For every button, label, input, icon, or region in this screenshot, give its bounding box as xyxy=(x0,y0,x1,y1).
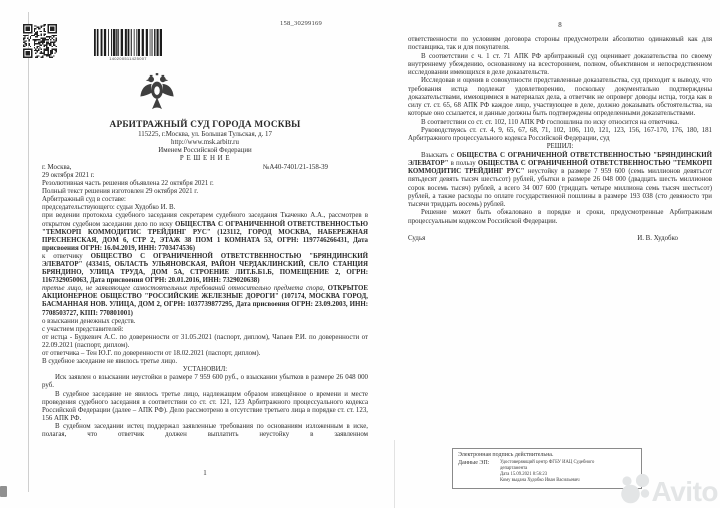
resolved-heading: РЕШИЛ: xyxy=(546,143,574,151)
case-number: №А40-7401/21-158-39 xyxy=(262,163,328,171)
court-address: 115225, г.Москва, ул. Большая Тульская, д. 17 xyxy=(138,130,272,138)
scan-corner-artifact xyxy=(0,486,7,497)
presiding-judge-line: председательствующего: судьи Худобко И. В. xyxy=(42,204,176,212)
defendant-intro: к ответчику xyxy=(42,252,91,260)
stamp-validity-line: Электронная подпись действительна. xyxy=(458,452,554,458)
page-number-left: 1 xyxy=(203,470,207,477)
third-party-absence-line: В судебное заседание не явилось третье лицо. xyxy=(42,358,178,366)
page-1-text-column xyxy=(42,120,368,439)
avito-watermark xyxy=(620,468,718,507)
decision-title: Р Е Ш Е Н И Е xyxy=(179,154,231,162)
guided-by-paragraph: Руководствуясь ст. ст. 4, 9, 65, 67, 68, 71, 102, 106, 110, 121, 123, 156, 167-170, 176, 180, 181 Арбитражного процессуального кодекса Российской Федерации, суд xyxy=(408,126,712,142)
signature-row xyxy=(408,235,712,245)
place-and-case-row xyxy=(42,164,368,172)
representatives-heading: с участием представителей: xyxy=(42,325,124,333)
in-the-name-line: Именем Российской Федерации xyxy=(158,146,252,154)
document-number: 158_30299169 xyxy=(280,20,322,27)
defendant-representative-line: от ответчика – Тен Ю.Г. по доверенности от 18.02.2021 (паспорт, диплом). xyxy=(42,350,261,358)
decision-date: 29 октября 2021 г. xyxy=(42,171,95,179)
award-defendant-org: ОБЩЕСТВА С ОГРАНИЧЕННОЙ ОТВЕТСТВЕННОСТЬЮ "БРЯНДИНСКИЙ ЭЛЕВАТОР" xyxy=(408,151,712,167)
third-party-role: третье лицо, не заявляющее самостоятельных требований относительно предмета спора, xyxy=(42,285,325,293)
page-fold-line xyxy=(394,440,395,508)
plaintiff-org-name: ОБЩЕСТВА С ОГРАНИЧЕННОЙ ОТВЕТСТВЕННОСТЬЮ "ТЕМКОРП КОММОДИТИС ТРЕЙДИНГ РУС" (123112, ГОРОД МОСКВА, НАБЕРЕЖНАЯ ПРЕСНЕНСКАЯ, ДОМ 6, СТР 2, ЭТАЖ 38 ПОМ 1 КОМНАТА 53, ОГРН: 1197746266431, Дата присвоения ОГРН: 16.04.2019, ИНН: 7703474536) xyxy=(42,220,368,252)
page-8-text-column xyxy=(408,36,712,245)
plaintiff-position-paragraph: В судебном заседании истец поддержал заявленные требования по основаниям изложенным в иске, полагая, что ответчик должен выплатить неустойку в заявленном xyxy=(42,422,368,438)
page-number-right: 8 xyxy=(558,22,562,29)
stamp-data-label: Данные ЭП: xyxy=(458,460,490,466)
defendant-org-name: ОБЩЕСТВО С ОГРАНИЧЕННОЙ ОТВЕТСТВЕННОСТЬЮ "БРЯНДИНСКИЙ ЭЛЕВАТОР" (433415, ОБЛАСТЬ УЛЬЯНОВСКАЯ, РАЙОН ЧЕРДАКЛИНСКИЙ, СЕЛО СТАНЦИЯ БРЯНДИНО, УЛИЦА ТРУДА, ДОМ 5А, СТРОЕНИЕ ЛИТ.Б.Б1.Б, ПОМЕЩЕНИЕ 2, ОГРН: 1167329050063, Дата присвоения ОГРН: 20.01.2016, ИНН: 7329020638) xyxy=(42,252,368,285)
page-edge-line xyxy=(28,12,29,492)
award-plaintiff-org: ОБЩЕСТВА С ОГРАНИЧЕННОЙ ОТВЕТСТВЕННОСТЬЮ "ТЕМКОРП КОММОДИТИС ТРЕЙДИНГ РУС" xyxy=(408,159,712,175)
award-intro: Взыскать с xyxy=(421,151,457,159)
plaintiff-paragraph xyxy=(42,212,368,252)
judge-signature: И. В. Худобко xyxy=(637,234,678,242)
state-fee-paragraph: В соответствии со ст. ст. 102, 110 АПК РФ госпошлина по иску относится на ответчика. xyxy=(421,118,680,126)
liability-paragraph: ответственности по условиям договора стороны предусмотрели абсолютно одинаковый как для поставщика, так и для покупателя. xyxy=(408,36,712,52)
third-party-notice-paragraph: В судебное заседание не явилось третье лицо, надлежащим образом извещённое о времени и месте проведения судебного заседания в соответствии со ст. ст. 121, 123 Арбитражного процессуального кодекса Российской Федерации (далее – АПК РФ). Дело рассмотрено в отсутствие третьего лица в порядке ст. ст. 123, 156 АПК РФ. xyxy=(42,390,368,422)
evidence-evaluation-paragraph: В соответствии с ч. 1 ст. 71 АПК РФ арбитражный суд оценивает доказательства по своему внутреннему убеждению, основанному на всестороннем, полном, объективном и непосредственном исследовании имеющихся в деле доказательств. xyxy=(408,52,712,76)
third-party-paragraph xyxy=(42,285,368,317)
court-website: http://www.msk.arbitr.ru xyxy=(171,138,239,146)
e-signature-stamp xyxy=(452,448,642,489)
qr-code-icon xyxy=(23,24,57,58)
court-composition-line: Арбитражный суд в составе: xyxy=(42,196,126,204)
stamp-issued-line: Кому выдана Худобко Иван Васильевич xyxy=(500,477,580,483)
coat-of-arms-icon xyxy=(139,70,175,114)
barcode-number: 140200511425007 xyxy=(109,56,147,61)
third-party-org-name: ОТКРЫТОЕ АКЦИОНЕРНОЕ ОБЩЕСТВО "РОССИЙСКИЕ ЖЕЛЕЗНЫЕ ДОРОГИ" (107174, МОСКВА ГОРОД, БАСМАННАЯ НОВ. УЛИЦА, ДОМ 2, ОГРН: 1037739877295, Дата присвоения ОГРН: 23.09.2003, ИНН: 7708503727, КПП: 770801001) xyxy=(42,285,368,317)
defendant-paragraph xyxy=(42,253,368,285)
place-line: г. Москва, xyxy=(42,163,72,171)
stamp-data-row xyxy=(458,460,636,484)
claim-subject-line: о взыскании денежных средств. xyxy=(42,317,136,325)
award-mid: в пользу xyxy=(448,159,478,167)
claim-amount-paragraph: Иск заявлен о взыскании неустойки в размере 7 959 600 руб., о взыскании убытков в размере 26 048 000 руб. xyxy=(42,374,368,390)
award-amounts: неустойку в размере 7 959 600 (семь миллионов девятьсот пятьдесят девять тысяч шестьсот) рублей, убытки в размере 26 048 000 (двадцать шесть миллионов сорок восемь тысяч) рублей, а всего 34 007 600 (тридцать четыре миллиона семь тысяч шестьсот) рублей, а также расходы по оплате государственной пошлины в размере 193 038 (сто девяносто три тысячи тридцать восемь) рублей. xyxy=(408,168,713,208)
barcode xyxy=(94,29,162,63)
barcode-bars-icon xyxy=(94,29,162,56)
stamp-date-line: Дата 15.09.2021 8:56:23 xyxy=(500,471,548,477)
stamp-details xyxy=(500,460,594,484)
court-name: АРБИТРАЖНЫЙ СУД ГОРОДА МОСКВЫ xyxy=(109,120,301,130)
avito-wordmark: Avito xyxy=(651,476,718,507)
resolution-announced-line: Резолютивная часть решения объявлена 22 октября 2021 г. xyxy=(42,180,214,188)
plaintiff-intro: при ведении протокола судебного заседания секретарем судебного заседания Ткаченко А.А., рассмотрев в открытом судебном заседании дело по иску xyxy=(42,212,368,228)
judge-label: Судья xyxy=(408,234,426,242)
plaintiff-representative-line: от истца - Будкевич А.С. по доверенности от 31.05.2021 (паспорт, диплом), Чапаев Р.И. по доверенности от 22.09.2021 (паспорт, диплом). xyxy=(42,333,368,349)
avito-logo-icon xyxy=(620,468,650,508)
stamp-ca-line-2: департамента xyxy=(500,465,528,471)
conclusion-paragraph: Исследовав и оценив в совокупности представленные доказательства, суд приходит к выводу, что требования истца подлежат удовлетворению, поскольку документально подтверждены доказательствами, имеющимися в материалах дела, а ответчик не опроверг доводы истца, тогда как в силу ст. ст. 65, 68 АПК РФ каждое лицо, участвующее в деле, должно доказывать обстоятельства, на которые оно ссылается, и данные должны быть подтверждены определенными доказательствами. xyxy=(408,77,712,118)
stamp-ca-line-1: Удостоверяющий центр ФГБУ ИАЦ Судебного xyxy=(500,460,595,465)
award-paragraph xyxy=(408,152,712,210)
full-text-line: Полный текст решения изготовлен 29 октября 2021 г. xyxy=(42,188,199,196)
appeal-paragraph: Решение может быть обжаловано в порядке и сроки, предусмотренные Арбитражным процессуальным кодексом Российской Федерации. xyxy=(408,209,712,225)
established-heading: УСТАНОВИЛ: xyxy=(182,366,228,374)
